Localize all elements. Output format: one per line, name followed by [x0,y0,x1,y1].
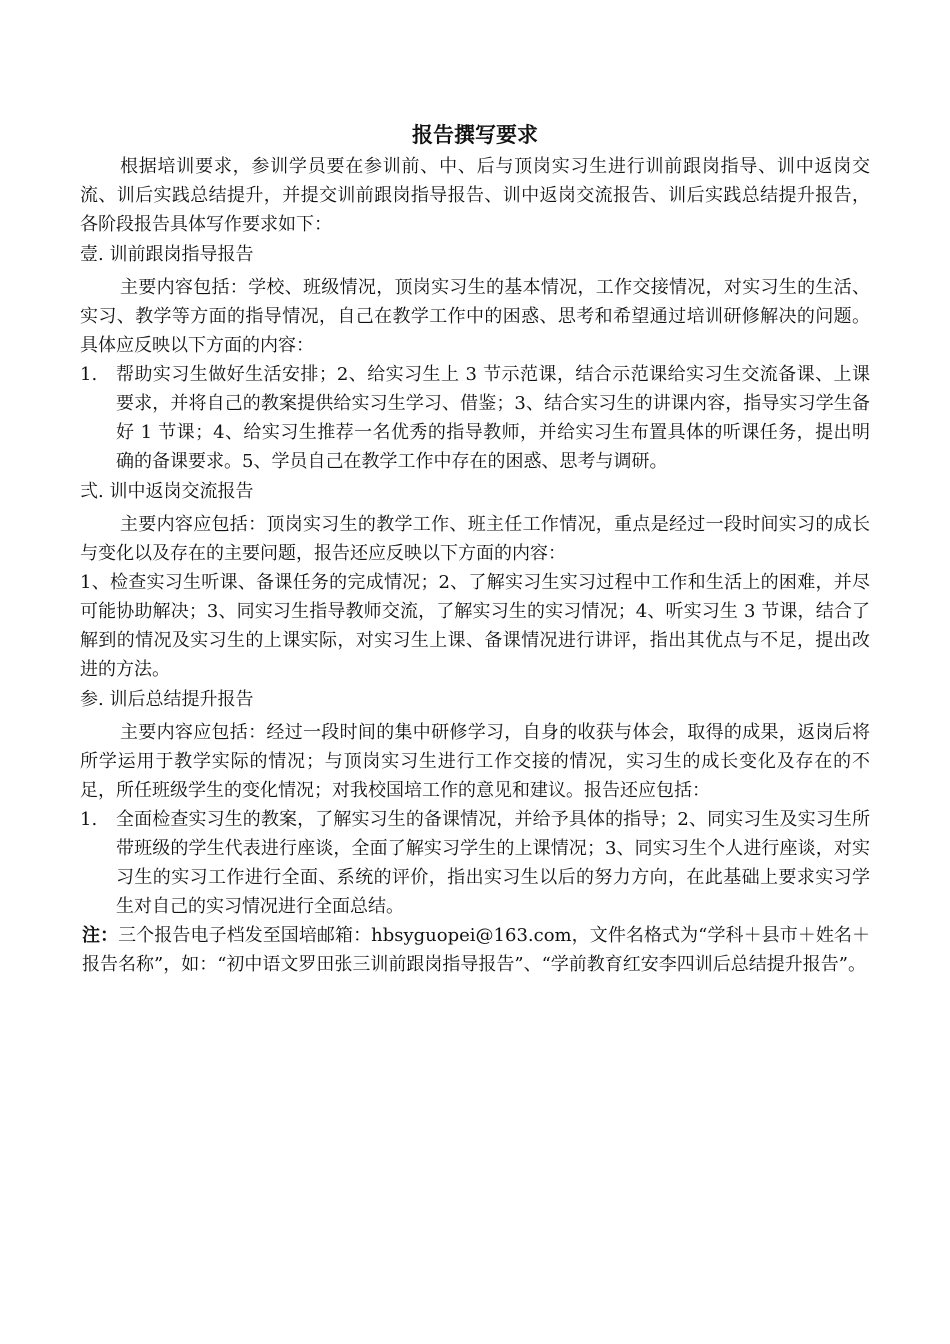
section-heading-1 [80,240,870,269]
section-heading-3 [80,685,870,714]
list-marker: 1. [80,809,98,830]
list-item [80,805,870,921]
section-title-2: 训中返岗交流报告 [109,481,254,502]
section-body-1: 主要内容包括：学校、班级情况，顶岗实习生的基本情况，工作交接情况，对实习生的生活、实习、教学等方面的指导情况，自己在教学工作中的困惑、思考和希望通过培训研修解决的问题。具体应反映以下方面的内容： [80,277,870,356]
section-number-2: 弍. [80,481,104,502]
section-number-1: 壹. [80,244,104,265]
section-heading-2 [80,477,870,506]
list-item [80,360,870,476]
section-title-3: 训后总结提升报告 [109,689,254,710]
note-label: 注： [82,925,119,946]
section-details-2: 1、检查实习生听课、备课任务的完成情况；2、了解实习生实习过程中工作和生活上的困难，并尽可能协助解决；3、同实习生指导教师交流，了解实习生的实习情况；4、听实习生 3 节课，结合了解到的情况及实习生的上课实际，对实习生上课、备课情况进行讲评，指出其优点与不足，提出改进的方法。 [80,572,870,680]
document-body [80,118,870,979]
list-item-text: 帮助实习生做好生活安排；2、给实习生上 3 节示范课，结合示范课给实习生交流备课、上课要求，并将自己的教案提供给实习生学习、借鉴；3、结合实习生的讲课内容，指导实习学生备好 1 节课；4、给实习生推荐一名优秀的指导教师，并给实习生布置具体的听课任务，提出明确的备课要求。5、学员自己在教学工作中存在的困惑、思考与调研。 [116,364,870,472]
list-marker: 1. [80,364,98,385]
section-number-3: 参. [80,689,104,710]
section-body-2: 主要内容应包括：顶岗实习生的教学工作、班主任工作情况，重点是经过一段时间实习的成长与变化以及存在的主要问题，报告还应反映以下方面的内容： [80,514,870,564]
section-title-1: 训前跟岗指导报告 [109,244,254,265]
note-text: 三个报告电子档发至国培邮箱：hbsyguopei@163.com，文件名格式为“学科＋县市＋姓名＋报告名称”，如：“初中语文罗田张三训前跟岗指导报告”、“学前教育红安李四训后总结提升报告”。 [82,925,871,975]
note-paragraph [80,921,870,979]
document-title: 报告撰写要求 [412,122,538,147]
intro-paragraph: 根据培训要求，参训学员要在参训前、中、后与顶岗实习生进行训前跟岗指导、训中返岗交流、训后实践总结提升，并提交训前跟岗指导报告、训中返岗交流报告、训后实践总结提升报告，各阶段报告具体写作要求如下： [80,156,870,235]
list-item-text: 全面检查实习生的教案，了解实习生的备课情况，并给予具体的指导；2、同实习生及实习生所带班级的学生代表进行座谈，全面了解实习学生的上课情况；3、同实习生个人进行座谈，对实习生的实习工作进行全面、系统的评价，指出实习生以后的努力方向，在此基础上要求实习学生对自己的实习情况进行全面总结。 [116,809,870,917]
section-body-3: 主要内容应包括：经过一段时间的集中研修学习，自身的收获与体会，取得的成果，返岗后将所学运用于教学实际的情况；与顶岗实习生进行工作交接的情况，实习生的成长变化及存在的不足，所任班级学生的变化情况；对我校国培工作的意见和建议。报告还应包括： [80,722,870,801]
